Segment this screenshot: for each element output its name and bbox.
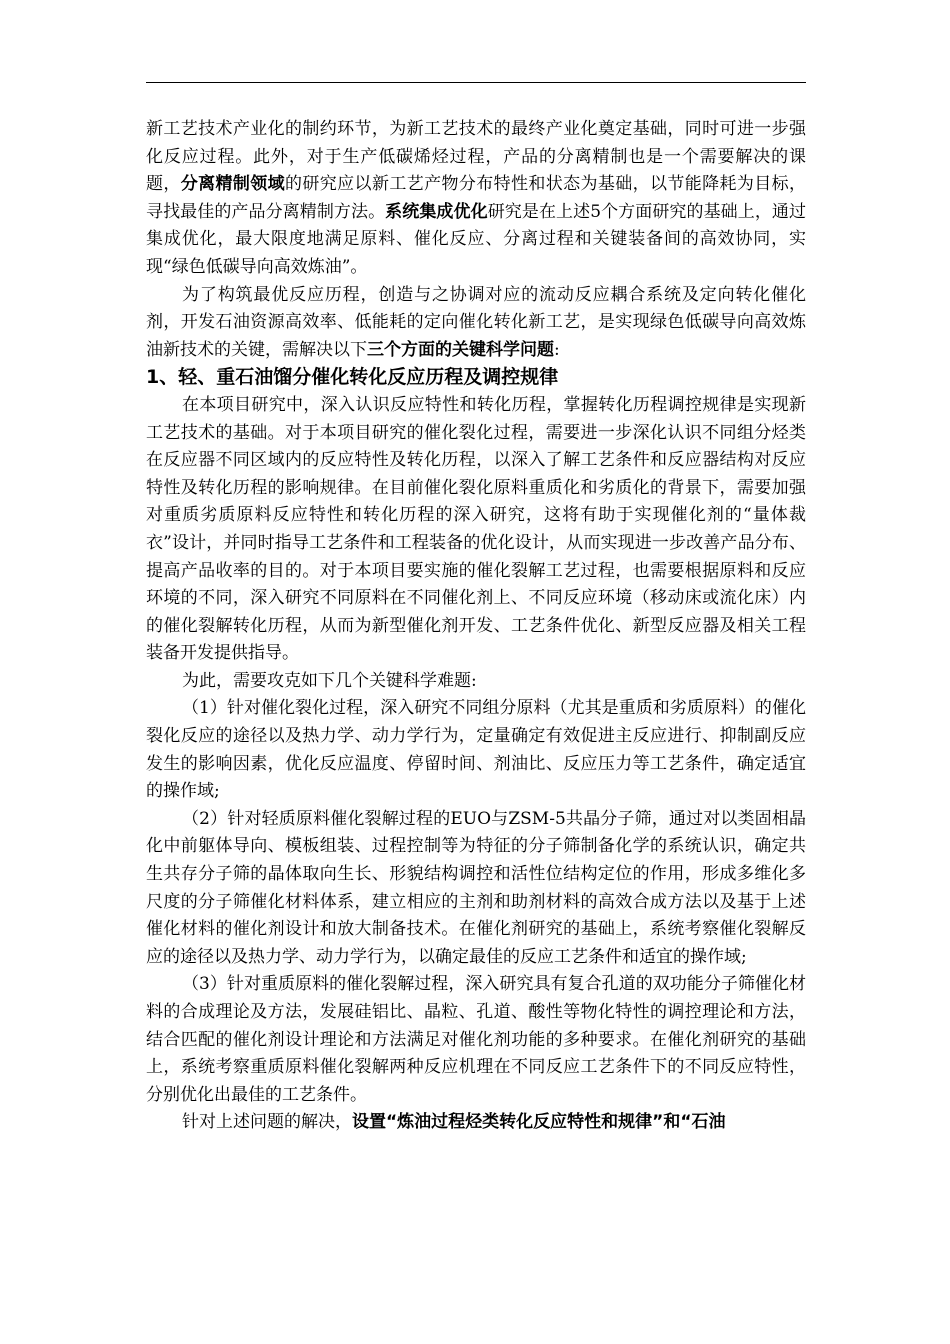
text: 新工艺技术产业化的制约环节，为新工艺技术的最终产业化奠定基础，同时可进一步强化反应过程。此外，对于生产低碳烯烃过程，产品的分离精制也是一个需要解决的课题， xyxy=(146,119,806,195)
header-rule xyxy=(146,82,806,83)
bold-term: 设置“炼油过程烃类转化反应特性和规律”和“石油 xyxy=(352,1112,726,1133)
paragraph-7: （3）针对重质原料的催化裂解过程，深入研究具有复合孔道的双功能分子筛催化材料的合成理论及方法，发展硅铝比、晶粒、孔道、酸性等物化特性的调控理论和方法，结合匹配的催化剂设计理论和方法满足对催化剂功能的多种要求。在催化剂研究的基础上，系统考察重质原料催化裂解两种反应机理在不同反应工艺条件下的不同反应特性，分别优化出最佳的工艺条件。 xyxy=(146,974,806,1105)
paragraph-1 xyxy=(146,116,806,282)
bold-term: 三个方面的关键科学问题 xyxy=(367,339,554,360)
paragraph-4: 为此，需要攻克如下几个关键科学难题: xyxy=(182,670,477,691)
paragraph-6: （2）针对轻质原料催化裂解过程的EUO与ZSM-5共晶分子筛，通过对以类固相晶化中前躯体导向、模板组装、过程控制等为特征的分子筛制备化学的系统认识，确定共生共存分子筛的晶体取向生长、形貌结构调控和活性位结构定位的作用，形成多维化多尺度的分子筛催化材料体系，建立相应的主剂和助剂材料的高效合成方法以及基于上述催化材料的催化剂设计和放大制备技术。在催化剂研究的基础上，系统考察催化裂解反应的途径以及热力学、动力学行为，以确定最佳的反应工艺条件和适宜的操作域; xyxy=(146,808,806,967)
paragraph-3: 在本项目研究中，深入认识反应特性和转化历程，掌握转化历程调控规律是实现新工艺技术的基础。对于本项目研究的催化裂化过程，需要进一步深化认识不同组分烃类在反应器不同区域内的反应特性及转化历程，以深入了解工艺条件和反应器结构对反应特性及转化历程的影响规律。在目前催化裂化原料重质化和劣质化的背景下，需要加强对重质劣质原料反应特性和转化历程的深入研究，这将有助于实现催化剂的“量体裁衣”设计，并同时指导工艺条件和工程装备的优化设计，从而实现进一步改善产品分布、提高产品收率的目的。对于本项目要实施的催化裂解工艺过程，也需要根据原料和反应环境的不同，深入研究不同原料在不同催化剂上、不同反应环境（移动床或流化床）内的催化裂解转化历程，从而为新型催化剂开发、工艺条件优化、新型反应器及相关工程装备开发提供指导。 xyxy=(146,394,806,664)
paragraph-2 xyxy=(146,282,806,365)
text: 研究是在上述5个方面研究的基础上，通过集成优化，最大限度地满足原料、催化反应、分离过程和关键装备间的高效协同，实现“绿色低碳导向高效炼油”。 xyxy=(146,201,807,277)
bold-term: 系统集成优化 xyxy=(385,201,488,222)
text: : xyxy=(554,339,560,360)
section-heading: 1、轻、重石油馏分催化转化反应历程及调控规律 xyxy=(146,366,559,389)
paragraph-5: （1）针对催化裂化过程，深入研究不同组分原料（尤其是重质和劣质原料）的催化裂化反应的途径以及热力学、动力学行为，定量确定有效促进主反应进行、抑制副反应发生的影响因素，优化反应温度、停留时间、剂油比、反应压力等工艺条件，确定适宜的操作域; xyxy=(146,698,806,802)
text: 的研究应以新工艺产物分布特性和状态为基础，以节能降耗为目标，寻找最佳的产品分离精制方法。 xyxy=(146,174,807,222)
text: 为了构筑最优反应历程，创造与之协调对应的流动反应耦合系统及定向转化催化剂，开发石油资源高效率、低能耗的定向催化转化新工艺，是实现绿色低碳导向高效炼油新技术的关键，需解决以下 xyxy=(146,284,806,360)
bold-term: 分离精制领域 xyxy=(180,174,286,195)
paragraph-8 xyxy=(146,1109,806,1137)
text: 针对上述问题的解决， xyxy=(182,1112,352,1133)
document-body xyxy=(146,116,806,1137)
